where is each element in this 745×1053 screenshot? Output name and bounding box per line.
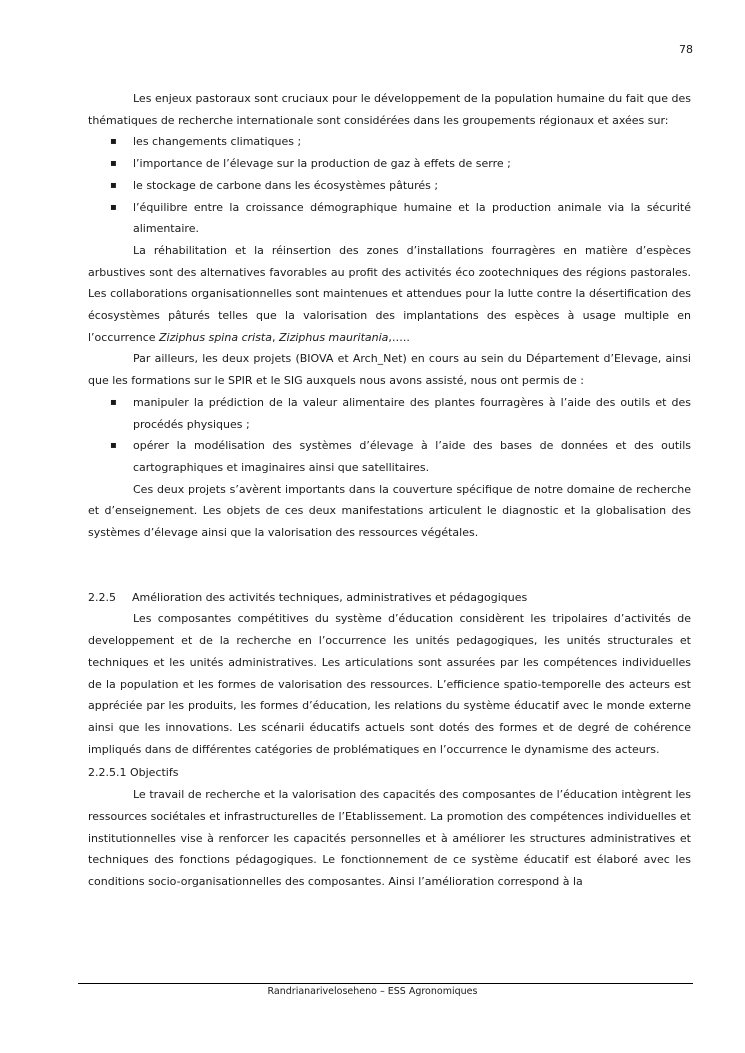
paragraph-projects-importance: Ces deux projets s’avèrent importants dans la couverture spécifique de notre domaine de recherche et d’enseignement. Les objets de ces deux manifestations articulent le diagnostic et la globalisation des systèmes d’élevage ainsi que la valorisation des ressources végétales. [88, 482, 691, 540]
species-name: Ziziphus spina crista [159, 330, 272, 344]
subsection-heading: 2.2.5.1 Objectifs [88, 766, 179, 780]
bullet-list-research-themes [88, 131, 691, 240]
paragraph-rehabilitation [88, 240, 691, 349]
paragraph-projects: Par ailleurs, les deux projets (BIOVA et Arch_Net) en cours au sein du Département d’Elevage, ainsi que les formations sur le SPIR et le SIG auxquels nous avons assisté, nous ont permis de : [88, 352, 691, 388]
list-item: ▪ l’importance de l’élevage sur la production de gaz à effets de serre ; [88, 153, 691, 175]
document-body [88, 88, 691, 893]
paragraph-pastoral-issues: Les enjeux pastoraux sont cruciaux pour le développement de la population humaine du fait que des thématiques de recherche internationale sont considérées dans les groupements régionaux et axées sur: [88, 92, 691, 127]
paragraph-text: La réhabilitation et la réinsertion des zones d’installations fourragères en matière d’espèces arbustives sont des alternatives favorables au profit des activités éco zootechniques des régions pastorales. Les collaborations organisationnelles sont maintenues et attendues pour la lutte contre la désertification des écosystèmes pâturés telles que la valorisation des implantations des espèces à usage multiple en l’occurrence [88, 243, 691, 344]
section-number: 2.2.5 [88, 590, 116, 604]
paragraph-objectives: Le travail de recherche et la valorisation des capacités des composantes de l’éducation intègrent les ressources sociétales et infrastructurelles de l’Etablissement. La promotion des compétences individuelles et institutionnelles vise à renforcer les capacités personnelles et à améliorer les structures administratives et techniques des fonctions pédagogiques. Le fonctionnement de ce système éducatif est élaboré avec les conditions socio-organisationnelles des composantes. Ainsi l’amélioration correspond à la [88, 788, 691, 888]
list-item: ▪ opérer la modélisation des systèmes d’élevage à l’aide des bases de données et des outils cartographiques et imaginaires ainsi que satellitaires. [88, 435, 691, 478]
list-item: ▪ les changements climatiques ; [88, 131, 691, 153]
paragraph-tail: ,….. [388, 330, 410, 344]
paragraph-components: Les composantes compétitives du système d’éducation considèrent les tripolaires d’activités de developpement et de la recherche en l’occurrence les unités pedagogiques, les unités structurales et techniques et les unités administratives. Les articulations sont assurées par les compétences individuelles de la population et les formes de valorisation des ressources. L’efficience spatio-temporelle des acteurs est appréciée par les produits, les formes d’éducation, les relations du système éducatif avec le monde externe ainsi que les innovations. Les scénarii éducatifs actuels sont dotés des formes et de degré de cohérence impliqués dans de différentes catégories de problématiques en l’occurrence le dynamisme des acteurs. [88, 612, 691, 756]
page-number: 78 [679, 43, 693, 56]
section-heading [88, 587, 691, 609]
list-item: ▪ le stockage de carbone dans les écosystèmes pâturés ; [88, 175, 691, 197]
footer-divider [78, 983, 693, 984]
footer-text: Randrianariveloseheno – ESS Agronomiques [267, 986, 478, 997]
list-item: ▪ manipuler la prédiction de la valeur alimentaire des plantes fourragères à l’aide des outils et des procédés physiques ; [88, 392, 691, 435]
list-item: ▪ l’équilibre entre la croissance démographique humaine et la production animale via la sécurité alimentaire. [88, 197, 691, 240]
section-title: Amélioration des activités techniques, administratives et pédagogiques [132, 590, 528, 604]
separator: , [271, 330, 279, 344]
species-name: Ziziphus mauritania [278, 330, 389, 344]
bullet-list-skills [88, 392, 691, 479]
